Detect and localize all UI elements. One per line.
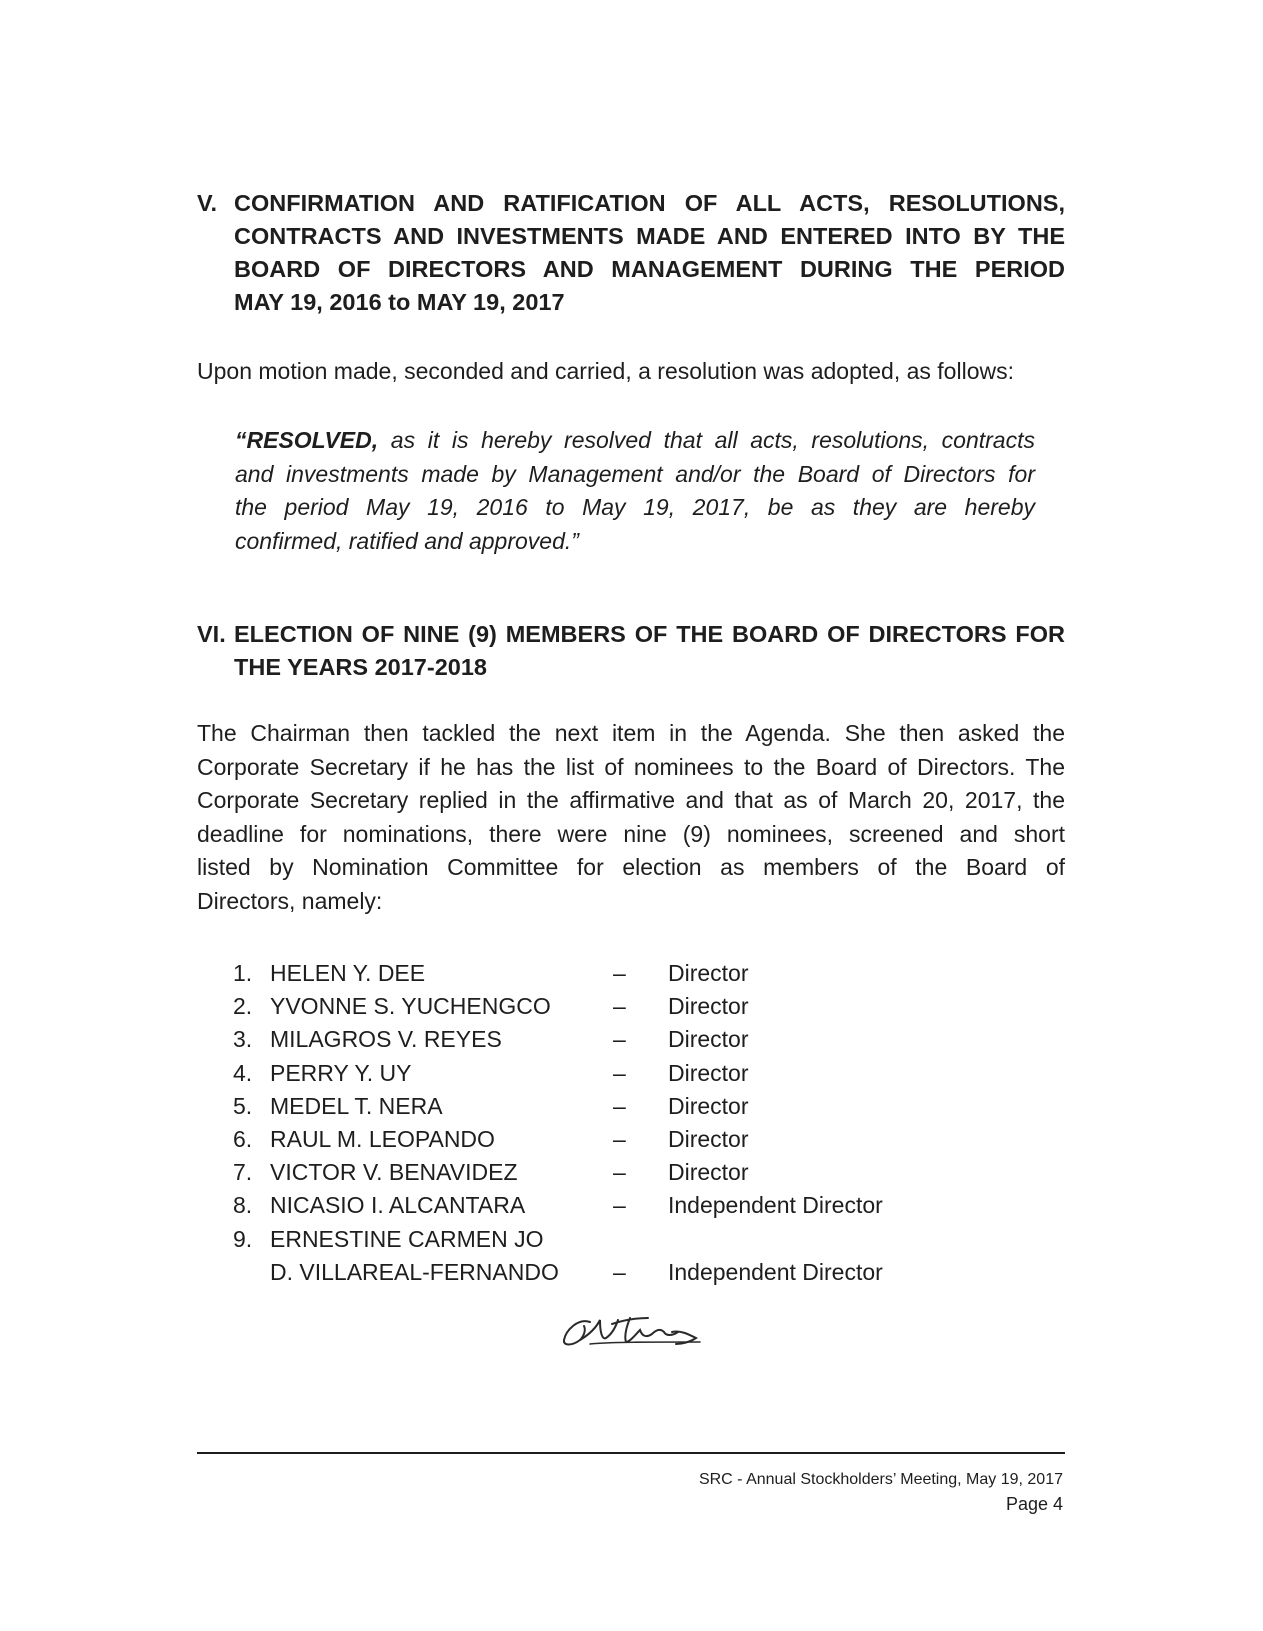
nominee-name: RAUL M. LEOPANDO [270, 1125, 495, 1152]
nominee-dash: – [613, 1192, 626, 1219]
section-vi-number: VI. [197, 621, 226, 647]
section-v-title-line: MAY 19, 2016 to MAY 19, 2017 [234, 289, 565, 315]
nominee-role: Independent Director [668, 1258, 883, 1285]
nominee-number: 4. [233, 1059, 253, 1086]
section-vi-heading [197, 618, 1065, 684]
signature-icon [560, 1312, 710, 1352]
nominee-role: Director [668, 960, 749, 986]
paragraph-line: Directors, namely: [197, 887, 383, 914]
page-number: Page 4 [1005, 1494, 1063, 1514]
nominee-name: VICTOR V. BENAVIDEZ [270, 1159, 518, 1186]
nominee-dash: – [613, 1092, 626, 1119]
nominee-name: MEDEL T. NERA [270, 1092, 443, 1119]
nominee-name: YVONNE S. YUCHENGCO [270, 993, 551, 1020]
nominee-number: 8. [233, 1192, 253, 1219]
section-vi-title [197, 618, 1065, 684]
nominee-role: Director [668, 993, 749, 1020]
nominee-name: MILAGROS V. REYES [270, 1026, 502, 1053]
nominee-number: 7. [233, 1159, 253, 1186]
paragraph-line: Corporate Secretary replied in the affirmative and that as of March 20, 2017, the [197, 787, 1065, 813]
nominee-role: Director [668, 1092, 749, 1119]
nominee-dash: – [613, 993, 626, 1020]
footer-meeting-label: SRC - Annual Stockholders’ Meeting, May 19, 2017 [698, 1471, 1063, 1488]
section-vi-title-line: THE YEARS 2017-2018 [234, 654, 487, 680]
section-v-heading [197, 187, 1065, 319]
signature-initials [560, 1312, 710, 1357]
nominee-name: ERNESTINE CARMEN JO [270, 1225, 544, 1252]
nominee-name: NICASIO I. ALCANTARA [270, 1192, 526, 1219]
footer-divider [197, 1452, 1065, 1454]
resolution-line-text: as it is hereby resolved that all acts, resolutions, contracts [378, 427, 1035, 453]
nominee-number: 5. [233, 1092, 253, 1119]
section-v-title [197, 187, 1065, 319]
resolution-line [235, 424, 1035, 458]
resolution-line: the period May 19, 2016 to May 19, 2017, be as they are hereby [235, 494, 1035, 520]
nominee-number: 9. [233, 1225, 253, 1252]
paragraph-line: deadline for nominations, there were nine (9) nominees, screened and short [197, 820, 1065, 847]
paragraph-line: The Chairman then tackled the next item in the Agenda. She then asked the [197, 720, 1065, 746]
nominee-role: Director [668, 1059, 749, 1086]
motion-paragraph [197, 355, 1065, 389]
nominee-dash: – [613, 1258, 626, 1285]
section-v-title-line: CONFIRMATION AND RATIFICATION OF ALL ACTS, RESOLUTIONS, [234, 190, 1065, 216]
paragraph-line: listed by Nomination Committee for election as members of the Board of [197, 854, 1065, 880]
resolution-line: confirmed, ratified and approved.” [235, 527, 579, 554]
chairman-paragraph [197, 717, 1065, 918]
page-footer [699, 1468, 1063, 1516]
paragraph-line: Corporate Secretary if he has the list of nominees to the Board of Directors. The [197, 753, 1065, 780]
resolution-quote [235, 424, 1035, 558]
nominee-role: Director [668, 1159, 749, 1186]
nominee-dash: – [613, 1159, 626, 1186]
nominee-dash: – [613, 1026, 626, 1053]
nominee-role: Independent Director [668, 1192, 883, 1219]
nominee-role: Director [668, 1125, 749, 1152]
nominee-name: HELEN Y. DEE [270, 960, 426, 986]
section-v-title-line: BOARD OF DIRECTORS AND MANAGEMENT DURING THE PERIOD [234, 256, 1065, 282]
nominee-number: 3. [233, 1026, 253, 1053]
resolved-label: “RESOLVED, [235, 427, 379, 453]
nominee-role: Director [668, 1026, 749, 1053]
nominee-dash: – [613, 960, 626, 986]
nominee-dash: – [613, 1059, 626, 1086]
resolution-line: and investments made by Management and/or the Board of Directors for [235, 460, 1035, 487]
nominee-name: PERRY Y. UY [270, 1059, 412, 1086]
nominee-number: 6. [233, 1125, 253, 1152]
section-v-number: V. [197, 190, 218, 216]
nominee-name-continued: D. VILLAREAL-FERNANDO [270, 1258, 559, 1285]
nominee-dash: – [613, 1125, 626, 1152]
section-v-title-line: CONTRACTS AND INVESTMENTS MADE AND ENTERED INTO BY THE [234, 223, 1065, 249]
nominee-number: 1. [233, 960, 253, 986]
motion-text: Upon motion made, seconded and carried, a resolution was adopted, as follows: [197, 358, 1014, 384]
section-vi-title-line: ELECTION OF NINE (9) MEMBERS OF THE BOARD OF DIRECTORS FOR [234, 621, 1065, 647]
nominee-number: 2. [233, 993, 253, 1020]
